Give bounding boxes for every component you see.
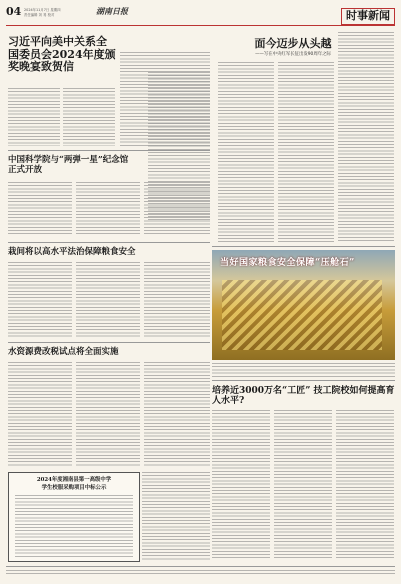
paper-logo: 湖南日报 (96, 6, 128, 16)
photo-caption (212, 363, 395, 377)
footer-info (6, 570, 395, 576)
section-title: 时事新闻 (341, 8, 395, 25)
divider (212, 380, 395, 381)
ad-body (15, 495, 133, 557)
article-body (274, 410, 332, 560)
feature-title: 面今迈步从头越 (254, 37, 332, 50)
article-body (278, 62, 334, 242)
date-line: 2024年11月7日 星期四 (24, 8, 61, 12)
article-body (144, 362, 210, 466)
article-body (144, 262, 210, 338)
article-body (338, 32, 394, 242)
harvest-photo (212, 250, 395, 360)
divider (212, 246, 395, 247)
ad-subtitle: 学生校服采购项目中标公示 (41, 485, 107, 491)
article-title-food-security: 栽间将以高水平法治保障粮食安全 (8, 247, 136, 257)
tender-notice-ad (8, 472, 140, 562)
grain-pattern (222, 280, 382, 350)
article-body (76, 362, 140, 466)
article-title-water-tax: 水资源费改税试点将全面实施 (8, 347, 119, 357)
header-rule (6, 25, 395, 26)
article-body (336, 410, 394, 560)
article-body (8, 362, 72, 466)
feature-subtitle: ——写在中央红军长征出发90周年之际 (255, 52, 331, 57)
article-title-xi-letter: 习近平向美中关系全国委员会2024年度颁奖晚宴致贺信 (8, 35, 116, 74)
article-body (8, 88, 60, 146)
article-body (218, 62, 274, 242)
ad-title: 2024年度湘南县第一高级中学 (36, 477, 112, 483)
divider (8, 342, 210, 343)
article-title-craftsman: 培养近3000万名“工匠” 技工院校如何提高育人水平? (212, 386, 395, 407)
article-title-science: 中国科学院与“两弹一星”纪念馆正式开放 (8, 155, 129, 175)
article-body (63, 88, 115, 146)
editor-line: 责任编辑 刘 易 校对 (24, 13, 55, 17)
article-body (212, 410, 270, 560)
masthead (6, 6, 395, 26)
article-body (76, 262, 140, 338)
article-body (148, 72, 210, 222)
article-body (8, 182, 72, 236)
divider (8, 242, 210, 243)
page-number: 04 (6, 5, 22, 18)
photo-banner-text: 当好国家粮食安全保障“压舱石” (220, 258, 355, 268)
article-body (142, 472, 210, 560)
article-body (76, 182, 140, 236)
footer-rule (6, 566, 395, 567)
article-body (8, 262, 72, 338)
